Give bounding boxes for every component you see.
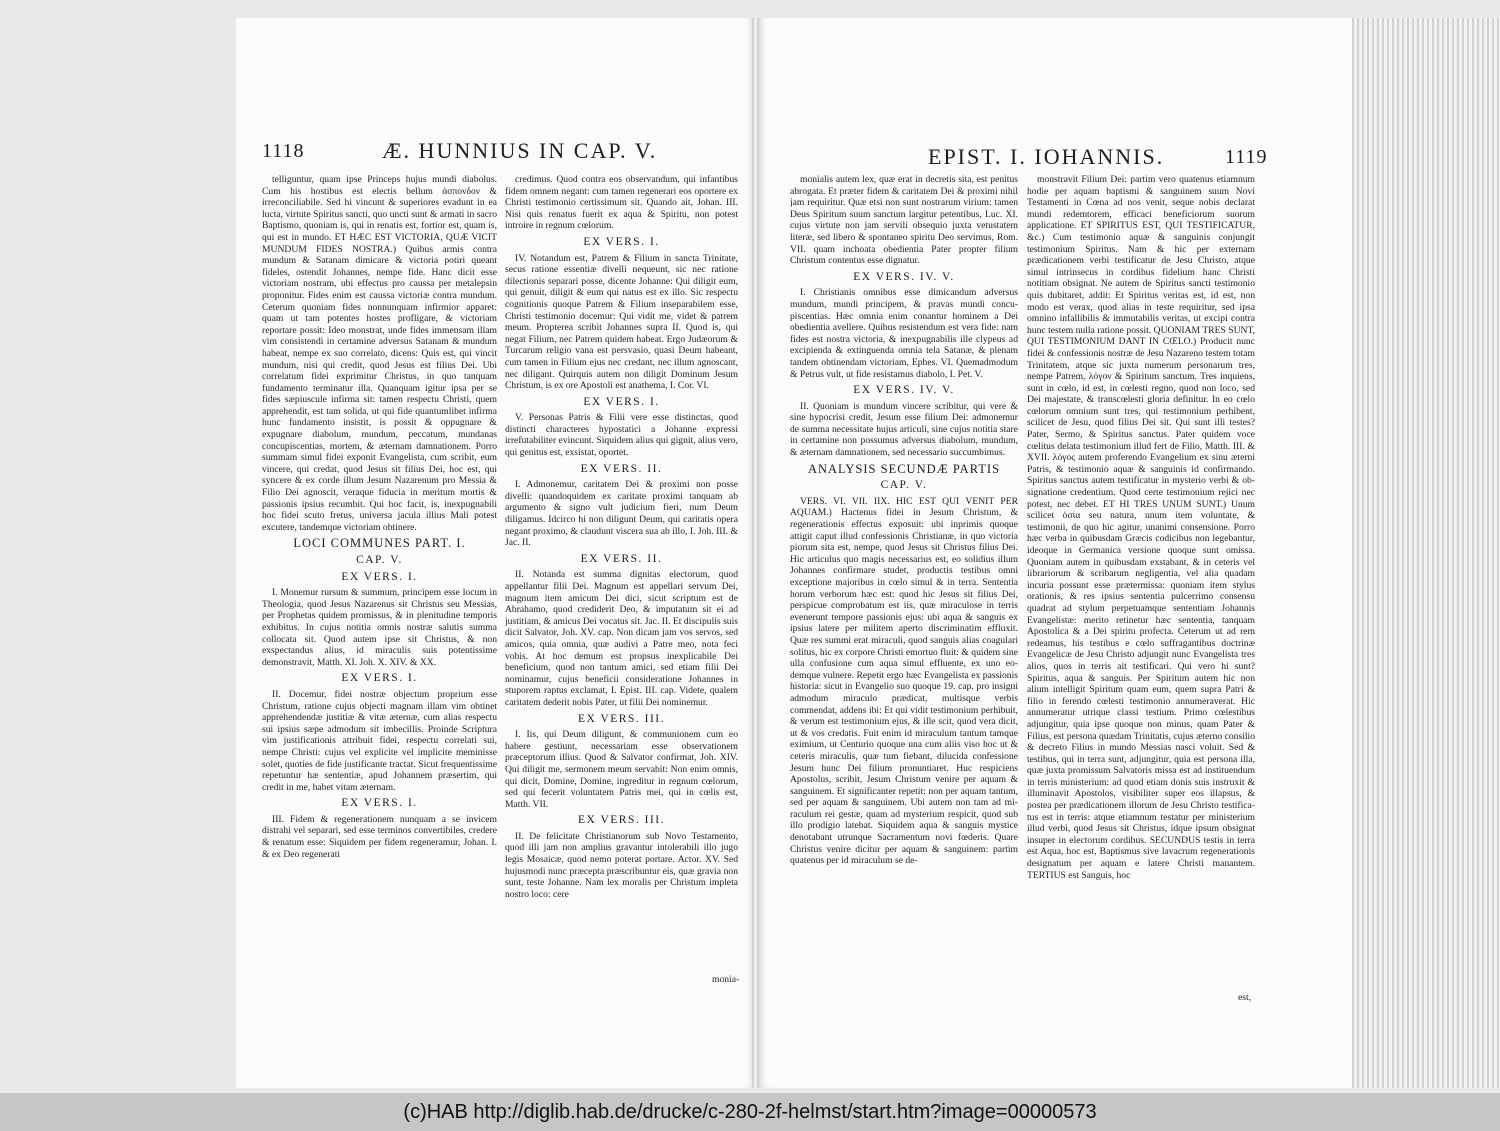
left-page-column-2 (505, 174, 738, 974)
paragraph: II. Docemur, fidei nostræ objectum proprium esse Christum, ratione cujus objecti magnam illam vim obtinet apprehendendæ justitiæ & vitæ æternæ, cum alias respectu sui ipsius sæpe admodum sit imbecillis. Proinde Scriptura vim justificationis attribuit fidei, respectu correlati sui, nempe Christi: cujus vel explicite vel implicite meminisse solet, quoties de fide justificante tractat. Sicut frequentissime repetuntur hæ sententiæ, apud Johannem præsertim, qui credit in me, habet vitam æternam. (262, 688, 497, 793)
paragraph: I. Admonemur, caritatem Dei & proximi non posse divelli: quandoquidem ex caritate proximi tanquam ab argumento & signo vult judicium fieri, num Deum diligamus. Idcirco hi non diligunt Deum, qui caritatis opera negant proximo, & claudunt viscera sua ab illo, I. Joh. III. & Jac. II. (505, 479, 738, 549)
paragraph: IV. Notandum est, Patrem & Filium in sancta Trinitate, secus ratione essentiæ divelli nequeunt, sic nec ratione dilectionis separari posse, dicente Johanne: Qui diligit eum, qui genuit, diligit & eum qui natus est ex illo. Sic respectu cognitionis quoque Patrem & Filium inseparabilem esse, Christi testimonio docemur: Qui vidit me, videt & patrem meum. Propterea scribit Johannes supra II. Quod is, qui negat Filium, nec Patrem quidem habeat. Ergo Judæorum & Turcarum religio vana est persvasio, quasi Deum habeant, cum tamen in Filium ejus nec credant, nec illum agnoscant, nec diligant. Quirquis autem non diligit Dominum Jesum Christum, is ex ore Apostoli est anathema, I. Cor. VI. (505, 252, 738, 392)
section-heading: ANALYSIS SECUNDÆ PARTIS (807, 461, 1001, 476)
section-heading: CAP. V. (356, 554, 403, 566)
paragraph: credimus. Quod contra eos observandum, qui infantibus fidem omnem negant: cum tamen regenerari eos oportere ex Christi testimonio certissimum sit. Quando ait, Johan. III. Nisi quis renatus fuerit ex aqua & Spiritu, non potest introire in regnum cœlorum. (505, 174, 738, 232)
right-page-column-1 (790, 174, 1018, 989)
section-heading: EX VERS. III. (577, 814, 665, 827)
paragraph: I. Iis, qui Deum diligunt, & communionem cum eo habere gestiunt, necessariam esse observationem præceptorum illius. Quod & Salvator confirmat, Joh. XIV. Qui diligit me, sermonem meum servabit: Non enim omnis, qui dicit, Domine, Domine, ingreditur in regnum cœlorum, sed qui fecerit voluntatem Patris mei, qui in cœlis est, Matth. VII. (505, 729, 738, 810)
left-page-column-1 (262, 174, 497, 914)
left-page-number: 1118 (262, 140, 305, 162)
paragraph: I. Christianis omnibus esse dimicandum adversus mundum, mundi principem, & pravas mundi concupiscentias. Hæc omnia enim conantur hominem a Dei obedientia avellere. Quibus resistendum est vera fide: nam fides est nostra victoria, & inexpugnabilis ille clypeus ad excipienda & extinguenda omnia tela Satanæ, & plenam tandem obtinendam victoriam, Ephes. VI. Quemadmodum & Petrus vult, ut fide resistamus diabolo, I. Pet. V. (790, 287, 1018, 380)
section-heading: EX VERS. IV. V. (853, 270, 955, 283)
paragraph: monstravit Filium Dei: partim vero quatenus etiamnum hodie per aquam baptismi & sanguinem suum Novi Testamenti in Cœna ad nos venit, seque nobis declarat mundi redemtorem, efficaci beneficiorum suorum applicatione. ET SPIRITUS EST, QUI TESTIFICATUR, &c.) Cum testimonio aquæ & sanguinis conjungit testimonium Spiritus. Nam & hic per externam prædicationem verbi testificatur de Jesu Christo, atque simul intrinsecus in cordibus fidelium hanc Christi notitiam obsignat. Ne autem de Spiritus sancti testimonio quis dubitaret, addit: Et Spiritus veritas est, id est, non modo est verax, quod alias in teste requiritur, sed ipsa omnino infallibilis & immutabilis veritas, ut excipi contra hunc testem nulla ratione possit. QUONIAM TRES SUNT, QUI TESTIMONIUM DANT IN CŒLO.) Producit nunc fidei & confessionis nostræ de Jesu Nazareno testem totam Trinitatem, atque sic juxta numerum personarum tres, nempe Patrem, λόγον & Spiritum sanctum. Tres inquiens, sunt in cœlo, id est, in cœlesti regno, quod non loco, sed Dei majestate, & transcœlesti gloria definitur. In eo cœlo cœlorum omnium sunt tres, qui testimonium perhibent, scilicet de Jesu, quod filius Dei sit. Qui sunt illi testes? Pater, Sermo, & Spiritus sanctus. Pater quidem voce cœlitus delata testimonium illud fert de Filio, Matth. III. & XVII. λόγος autem proferendo Evangelium ex sinu æterni Patris, & testimonio aquæ & sanguinis id confirmando. Spiritus sanctus autem testificatur in mysterio verbi & obsignatione credentium. Quod certe testimonium rejici nec potest, nec debet. ET HI TRES UNUM SUNT.) Unum scilicet ὁσία seu natura, unum item voluntate, & testimonii, de quo hic agitur, unanimi consensione. Porro hæc verba in quibusdam Græcis codicibus non legebantur, ideoque in Germanica versione quoque sunt omissa. Quoniam autem in quibusdam exstabant, & in ceteris vel librariorum & scribarum negligentia, vel alia quadam incuria possunt esse prætermissa: quoniam item stylus orationis, & res ipsius sententia pulcerrimo consensu quadrat ad stylum perpetuamque sententiam Johannis Evangelistæ: merito retinetur hæc sententia, tanquam Apostolica & a Dei spiritu profecta. Ceterum ut ad rem redeamus, his testibus e cœlo suffragantibus doctrinæ Evangelicæ de Jesu Christo adjungit nunc Evangelista tres alios, quos in terris ait testificari. Qui vero hi sunt? Spiritus, aqua & sanguis. Per Spiritum autem hic non alium intelligit Spiritum quam eum, quem supra Patri & filio in ferendo cœlesti testimonio annumeraverat. Hic annumeratur utrique classi testium. Primo cœlestibus adjungitur, quia ipse quoque non minus, quam Pater & Filius, est persona quædam Trinitatis, cujus æterno consilio & decreto Filius in mundo Messias nasci voluit. Sed & testibus, qui in terra sunt, adjungitur, quia est persona illa, quæ juxta promissum Salvatoris missa est ad instituendum in terris ministerium: ad quod etiam donis suis instruxit & illuminavit Apostolos, visibiliter super eos illapsus, & postea per prædicationem illorum de Jesu Christo testificatus est in terris: atque etiamnum testatur per ministerium illud verbi, quod Jesus sit Christus, idque ipsum obsignat insuper in electorum cordibus. SECUNDUS testis in terra est Aqua, hoc est, Baptismus sive lavacrum regenerationis designatum per aquam e latere Christi manantem. TERTIUS est Sanguis, hoc (1027, 174, 1255, 881)
paragraph: II. Notanda est summa dignitas electorum, quod appellantur filii Dei. Magnum est appellari servum Dei, magnum item amicum Dei dici, sicut scriptum est de Abrahamo, quod crediderit Deo, & imputatum sit ei ad justitiam, & amicus Dei vocatus sit. Jac. II. Et discipulis suis dicit Salvator, Joh. XV. cap. Non dicam jam vos servos, sed amicos, quia omnia, quæ audivi a Patre meo, nota feci vobis. At hoc demum est prорsus inexplicabile Dei beneficium, quod non tantum amici, sed etiam filii Dei nominamur, cujus beneficii consideratione Johannes in stuporem raptus exclamat, I. Epist. III. cap. Videte, qualem caritatem dederit nobis Pater, ut filii Dei nominemur. (505, 569, 738, 708)
right-running-head: EPIST. I. IOHANNIS. (928, 144, 1165, 169)
right-page-number: 1119 (1225, 146, 1268, 168)
section-heading: EX VERS. I. (583, 395, 660, 408)
paragraph: II. Quoniam is mundum vincere scribitur, qui vere & sine hypocrisi credit, Jesum esse filium Dei: admonemur de summa necessitate hujus articuli, sine cujus notitia stare in certamine non possumus adversus diabolum, mundum, & æternam damnationem, sed necessario succumbimus. (790, 400, 1018, 459)
section-heading: LOCI COMMUNES PART. I. (293, 536, 466, 551)
section-heading: EX VERS. I. (341, 797, 418, 810)
paragraph: VERS. VI. VII. IIX. HIC EST QUI VENIT PER AQUAM.) Hactenus fidei in Jesum Christum, & regenerationis effectus exposuit: ubi inprimis quoque attigit caput illud confessionis Christianæ, in quo victoria piorum sita est, nempe, quod Jesus sit Christus filius Dei. Hic articulus quo magis necessarius est, eo solidius illum Johannes confirmare studet, productis testibus omni exceptione majoribus in cœlo simul & in terra. Sententia horum verborum hæc est: quod hic Jesus sit filius Dei, perspicue comprobatum est iis, quæ miraculose in terris evenerunt tempore passionis ejus: ubi aqua & sanguis ex ipsius latere per militem aperto discriminatim effluxit. Quæ res summi erat miraculi, quod sanguis alias coagulari solitus, hic ex corpore Christi emortuo fluit: & quidem sine ulla confusione cum aqua simul effluente, ex uno eodemque vulnere. Repetit ergo hæc Evangelista ex passionis historia: sicut in Evangelio suo quoque 19. cap. pro insigni admodum miraculo prædicat, multisque verbis commendat, addens ibi: Et qui vidit testimonium perhibuit, & verum est testimonium ejus, & ille scit, quod vera dicit, ut & vos credatis. Fuit enim id miraculum tantum tamque eximium, ut Centurio quoque una cum aliis viso hoc ut & ceteris miraculis, quæ tum fiebant, dilucida confessione Jesum hunc Dei filium pronuntiaret. Huc respiciens Apostolus, scribit, Jesum Christum venire per aquam & sanguinem. Et significanter repetit: non per aquam tantum, sed per aquam & sanguinem. Ubi autem non tam ad miraculum rei gestæ, quam ad mysterium respicit, quod sub illo prodigio latebat. Siquidem aqua & sanguis mystice denotabant utrunque Sacramentum novi fœderis. Quare Christus venire dicitur per aquam & sanguinem: partim quatenus per id miraculum se de- (790, 495, 1018, 867)
section-heading: EX VERS. II. (580, 552, 663, 565)
right-catchword: est, (1238, 992, 1252, 1003)
paragraph: monialis autem lex, quæ erat in decretis sita, est penitus abrogata. Et præter fidem & caritatem Dei & proximi nihil jam requiritur. Quæ etsi non sunt nostrarum virium: tamen Deus Spiritum suum sanctum largitur petentibus, Luc. XI. cujus virtute non jam servili obsequio juxta vetustatem literæ, sed libero & spontaneo spiritu Deo servimus, Rom. VII. quam inchoata obedientia Pater propter filium Christum contentus esse dignatur. (790, 174, 1018, 267)
paragraph: V. Personas Patris & Filii vere esse distinctas, quod distincti characteres hypostatici a Johanne expressi irrefutabiliter evincunt. Siquidem alius qui gignit, alius vero, qui genitus est, exsistat, oportet. (505, 412, 738, 459)
paragraph: III. Fidem & regenerationem nunquam a se invicem distrahi vel separari, sed esse terminos convertibiles, credere & renatum esse: Siquidem per fidem regeneramur, Johan. I. & ex Deo regenerati (262, 813, 497, 860)
section-heading: EX VERS. III. (577, 712, 665, 725)
section-heading: CAP. V. (880, 479, 928, 492)
left-running-head: Æ. HUNNIUS IN CAP. V. (382, 138, 658, 163)
paragraph: I. Monemur rursum & summum, principem esse locum in Theologia, quod Jesus Nazarenus sit Christus seu Messias, per Prophetas quidem promissus, & in plenitudine temporis exhibitus. In cujus notitia omnis nostræ salutis summa collocata sit. Quod autem ipse sit Christus, & non exspectandus alius, id miraculis suis potentissime demonstravit, Matth. XI. Joh. X. XIV. & XX. (262, 587, 497, 668)
page-edge-strip (1352, 18, 1500, 1088)
section-heading: EX VERS. II. (580, 462, 663, 475)
section-heading: EX VERS. IV. V. (853, 384, 955, 397)
paragraph: telliguntur, quam ipse Princeps hujus mundi diabolus. Cum his hostibus est electis bellum ἀσπονδον & irreconciliabile. Sed hi vincunt & superiores evadunt in ea lucta, virtute Spiritus sancti, quo uncti sunt & armati in sacro Baptismo, quoniam is, qui in renatis est, fortior est, quam is, qui est in mundo. ET HÆC EST VICTORIA, QUÆ VICIT MUNDUM FIDES NOSTRA.) Quibus armis contra mundum & Satanam dimicare & victoria potiri queant fideles, ostendit Johannes, nempe fide. Hanc dicit esse victoriam nostram, ubi effectus pro caussa per metalepsin proponitur. Fides enim est caussa victoriæ contra mundum. Ceterum quoniam fides nonnunquam infirmior apparet: quam ut tam potentes hostes profligare, & victoriam reportare possit: Ideo monstrat, unde fides immensam illam vim consistendi in certamine adversus Satanam & mundum habeat, nempe ex suo correlato, dicens: Quis est, qui vincit mundum, nisi qui credit, quod Jesus est filius Dei. Ubi correlatum fidei exprimitur Christus, in quo tanquam fundamento terminatur illa. Quanquam igitur ipsa per se fides sæpiuscule infirma sit: tamen respectu Christi, quem apprehendit, est tam solida, ut qui fide quantumlibet infirma hunc fundamento insistit, is possit & oppugnare & expugnare diabolum, mundum, peccatum, mundanas concupiscentias, mortem, & æternam damnationem. Porro summam simul fidei exponit Evangelista, cum scribit, eum vincere, qui credat, quod Jesus sit filius Dei, hoc est, qui syncere & ex corde illum Jesum Nazarenum pro Messia & Filio Dei agnoscit, veraque fiducia in meritum mortis & passionis ipsius recumbit. Qui hoc facit, is, inexpugnabili hoc fidei scuto fretus, universa jacula illius Mali potest excutere, tandemque victoriam obtinere. (262, 174, 497, 533)
section-heading: EX VERS. I. (341, 570, 418, 583)
right-page-column-2 (1027, 174, 1255, 989)
left-catchword: monia- (712, 974, 740, 985)
section-heading: EX VERS. I. (583, 235, 660, 248)
paragraph: II. De felicitate Christianorum sub Novo Testamento, quod illi jam non amplius gravantur intolerabili illo jugo legis Mosaicæ, quod nemo poterat portare. Actor. XV. Sed hujusmodi nunc præcepta præscribuntur eis, quæ gravia non sunt, teste Johanne. Nam lex moralis per Christum impleta nostro loco: cere (505, 830, 738, 900)
section-heading: EX VERS. I. (341, 672, 418, 685)
source-footer: (c)HAB http://diglib.hab.de/drucke/c-280-2f-helmst/start.htm?image=00000573 (0, 1093, 1500, 1131)
